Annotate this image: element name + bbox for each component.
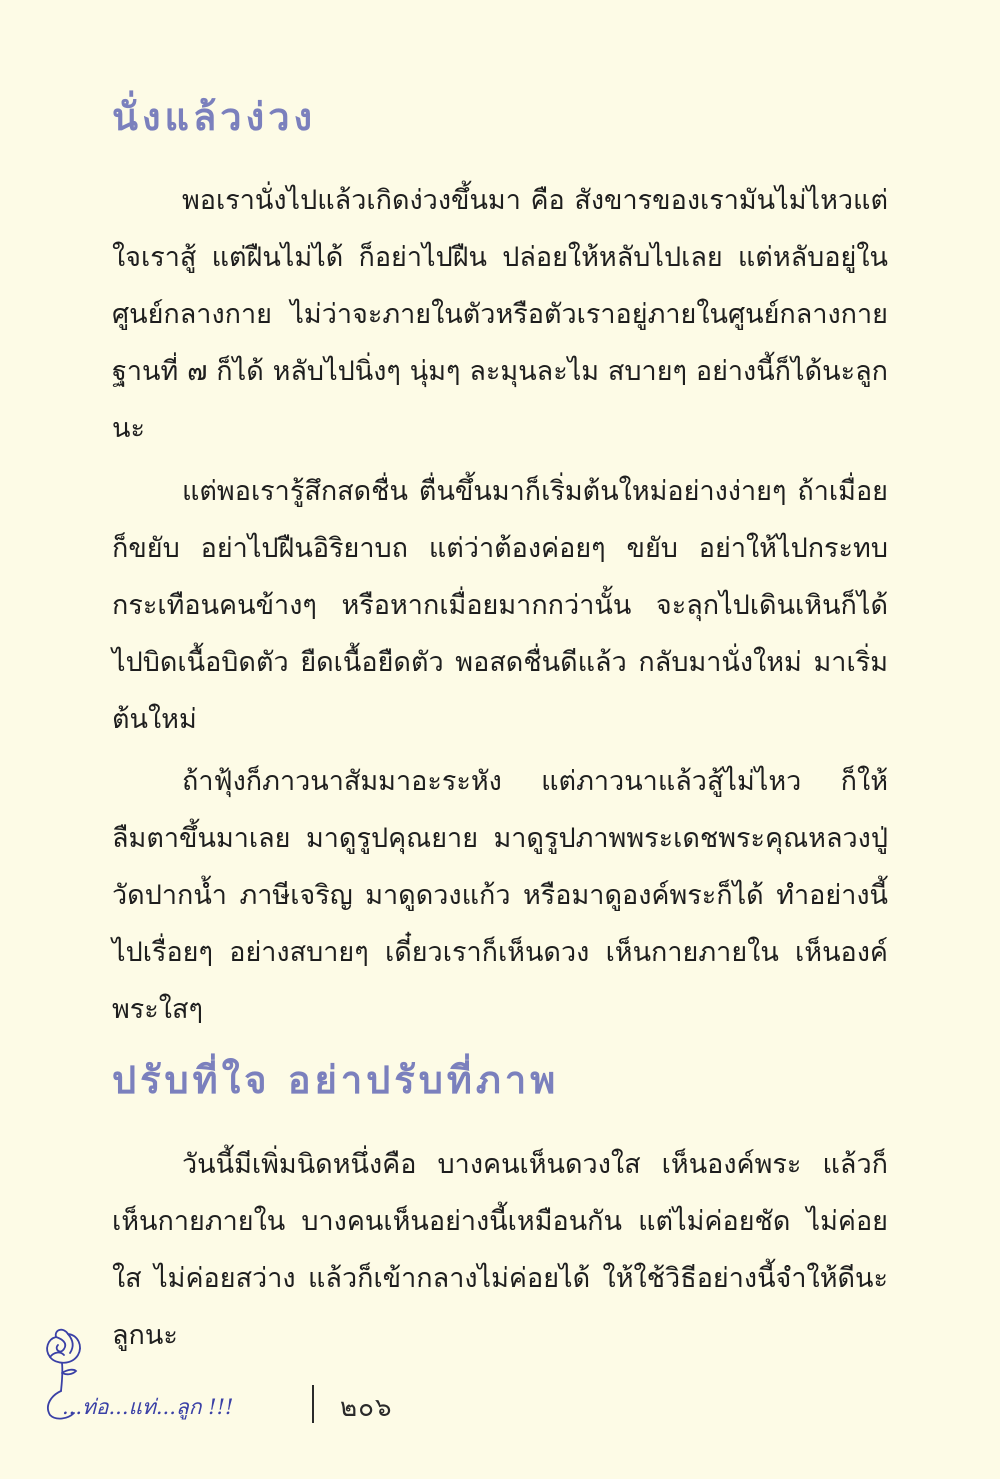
signature: ...ท่อ...แท่...ลูก !!! [62,1395,234,1419]
paragraph-4: วันนี้มีเพิ่มนิดหนึ่งคือ บางคนเห็นดวงใส เห็นองค์พระ แล้วก็เห็นกายภายใน บางคนเห็นอย่างนี้เหมือนกัน แต่ไม่ค่อยชัด ไม่ค่อยใส ไม่ค่อยสว่าง แล้วก็เข้ากลางไม่ค่อยได้ ให้ใช้วิธีอย่างนี้จำให้ดีนะลูกนะ [112,1149,888,1351]
page-footer [0,1325,1000,1435]
section-heading-sleepy: นั่งแล้วง่วง [112,94,317,139]
section-heading-adjust-mind: ปรับที่ใจ อย่าปรับที่ภาพ [112,1057,560,1102]
paragraph-1: พอเรานั่งไปแล้วเกิดง่วงขึ้นมา คือ สังขารของเรามันไม่ไหวแต่ใจเราสู้ แต่ฝืนไม่ได้ ก็อย่าไปฝืน ปล่อยให้หลับไปเลย แต่หลับอยู่ในศูนย์กลางกาย ไม่ว่าจะภายในตัวหรือตัวเราอยู่ภายในศูนย์กลางกายฐานที่ ๗ ก็ได้ หลับไปนิ่งๆ นุ่มๆ ละมุนละไม สบายๆ อย่างนี้ก็ได้นะลูกนะ [112,185,888,444]
paragraph-2: แต่พอเรารู้สึกสดชื่น ตื่นขึ้นมาก็เริ่มต้นใหม่อย่างง่ายๆ ถ้าเมื่อยก็ขยับ อย่าไปฝืนอิริยาบถ แต่ว่าต้องค่อยๆ ขยับ อย่าให้ไปกระทบกระเทือนคนข้างๆ หรือหากเมื่อยมากกว่านั้น จะลุกไปเดินเหินก็ได้ ไปบิดเนื้อบิดตัว ยืดเนื้อยืดตัว พอสดชื่นดีแล้ว กลับมานั่งใหม่ มาเริ่มต้นใหม่ [112,476,888,735]
footer-divider [312,1385,314,1423]
paragraph-3: ถ้าฟุ้งก็ภาวนาสัมมาอะระหัง แต่ภาวนาแล้วสู้ไม่ไหว ก็ให้ลืมตาขึ้นมาเลย มาดูรูปคุณยาย มาดูรูปภาพพระเดชพระคุณหลวงปู่วัดปากน้ำ ภาษีเจริญ มาดูดวงแก้ว หรือมาดูองค์พระก็ได้ ทำอย่างนี้ไปเรื่อยๆ อย่างสบายๆ เดี๋ยวเราก็เห็นดวง เห็นกายภายใน เห็นองค์พระใสๆ [112,766,888,1025]
page-number: ๒๐๖ [340,1393,393,1423]
